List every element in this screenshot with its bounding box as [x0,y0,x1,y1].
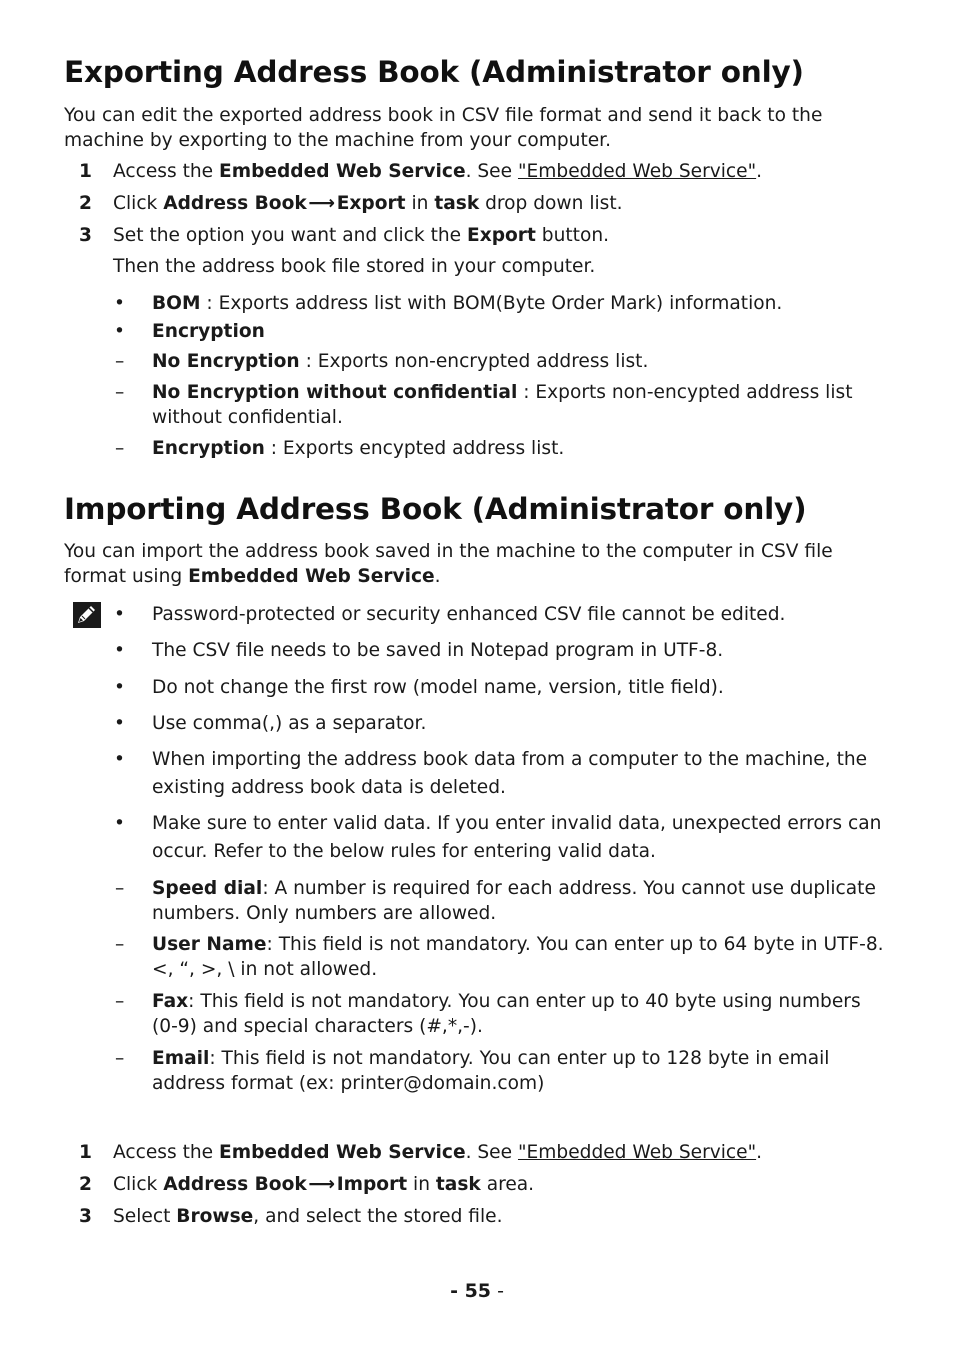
bullet-marker: • [114,293,125,314]
import-step-1: Access the Embedded Web Service. See "Embedded Web Service". [113,1142,763,1163]
export-step-3-result: Then the address book file stored in your computer. [113,256,596,277]
dash-marker: – [115,934,125,955]
import-step-3: Select Browse, and select the stored file. [113,1206,503,1227]
import-step-2: Click Address Book⟶Import in task area. [113,1174,535,1195]
arrow-right-icon: ⟶ [308,1174,336,1195]
note-item: The CSV file needs to be saved in Notepad program in UTF-8. [152,640,724,661]
export-step-2: Click Address Book⟶Export in task drop down list. [113,193,623,214]
option-no-encryption-without-confidential: No Encryption without confidential : Exports non-encypted address list without confidential. [152,382,853,428]
bullet-marker: • [114,321,125,342]
step-number: 1 [79,1142,92,1163]
option-encryption: Encryption [152,321,265,342]
note-item: When importing the address book data from a computer to the machine, the existing address book data is deleted. [152,749,868,798]
dash-marker: – [115,351,125,372]
note-item: Do not change the first row (model name, version, title field). [152,677,724,698]
rule-fax: Fax: This field is not mandatory. You can enter up to 40 byte using numbers (0-9) and special characters (#,*,-). [152,991,861,1037]
option-encryption-sub: Encryption : Exports encypted address list. [152,438,565,459]
step-number: 3 [79,225,92,246]
page-number: - 55 - [450,1280,504,1302]
dash-marker: – [115,438,125,459]
bullet-marker: • [114,813,125,834]
arrow-right-icon: ⟶ [308,193,336,214]
note-item: Make sure to enter valid data. If you enter invalid data, unexpected errors can occur. Refer to the below rules for entering valid data. [152,813,882,862]
dash-marker: – [115,878,125,899]
step-number: 2 [79,1174,92,1195]
export-heading: Exporting Address Book (Administrator only) [64,55,804,89]
embedded-web-service-link[interactable]: "Embedded Web Service" [517,161,757,182]
rule-user-name: User Name: This field is not mandatory. You can enter up to 64 byte in UTF-8. <, “, >, \ in not allowed. [152,934,884,980]
note-pencil-icon [73,602,101,628]
embedded-web-service-link[interactable]: "Embedded Web Service" [517,1142,757,1163]
step-number: 1 [79,161,92,182]
option-bom: BOM : Exports address list with BOM(Byte Order Mark) information. [152,293,783,314]
rule-speed-dial: Speed dial: A number is required for each address. You cannot use duplicate numbers. Only numbers are allowed. [152,878,876,924]
bullet-marker: • [114,604,125,625]
bullet-marker: • [114,749,125,770]
import-heading: Importing Address Book (Administrator only) [64,492,807,526]
dash-marker: – [115,1048,125,1069]
bullet-marker: • [114,677,125,698]
note-item: Password-protected or security enhanced CSV file cannot be edited. [152,604,786,625]
dash-marker: – [115,991,125,1012]
rule-email: Email: This field is not mandatory. You can enter up to 128 byte in email address format (ex: printer@domain.com) [152,1048,830,1094]
import-intro: You can import the address book saved in the machine to the computer in CSV file format using Embedded Web Service. [64,541,833,587]
dash-marker: – [115,382,125,403]
bullet-marker: • [114,713,125,734]
step-number: 2 [79,193,92,214]
bullet-marker: • [114,640,125,661]
export-step-3: Set the option you want and click the Export button. [113,225,610,246]
export-intro: You can edit the exported address book in CSV file format and send it back to the machine by exporting to the machine from your computer. [64,105,823,151]
option-no-encryption: No Encryption : Exports non-encrypted address list. [152,351,649,372]
export-step-1: Access the Embedded Web Service. See "Embedded Web Service". [113,161,763,182]
step-number: 3 [79,1206,92,1227]
note-item: Use comma(,) as a separator. [152,713,427,734]
